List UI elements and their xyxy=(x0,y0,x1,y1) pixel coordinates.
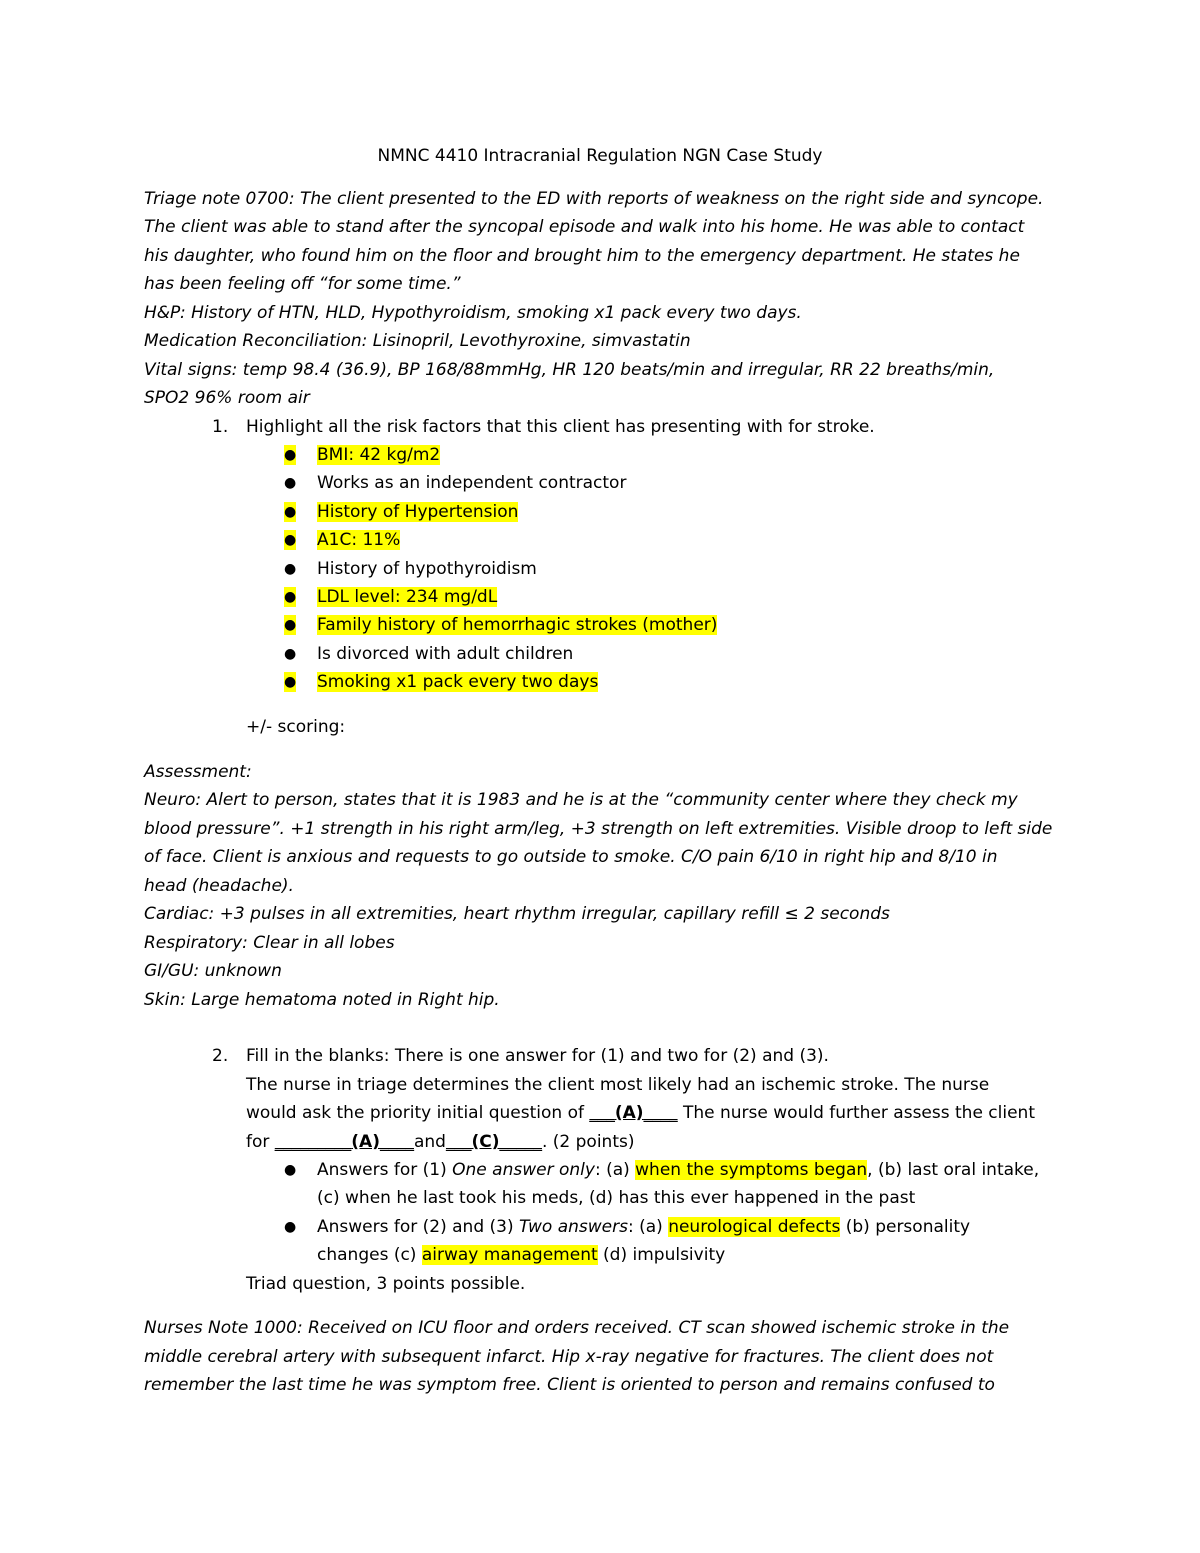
bullet-icon: ● xyxy=(284,447,297,463)
triage-line: has been feeling off “for some time.” xyxy=(144,274,461,294)
question-text: for _________(A)____and___(C)_____. (2 points) xyxy=(246,1132,635,1152)
risk-factor-option[interactable]: Works as an independent contractor xyxy=(317,473,627,493)
assessment-line: blood pressure”. +1 strength in his right arm/leg, +3 strength on left extremities. Visible droop to left side xyxy=(144,819,1053,839)
triage-line: his daughter, who found him on the floor and brought him to the emergency department. He states he xyxy=(144,246,1020,266)
assessment-line: Respiratory: Clear in all lobes xyxy=(144,933,395,953)
answer-blank: _____ xyxy=(499,1132,542,1152)
assessment-line: Neuro: Alert to person, states that it is 1983 and he is at the “community center where they check my xyxy=(144,790,1018,810)
triage-line: The client was able to stand after the syncopal episode and walk into his home. He was able to contact xyxy=(144,217,1025,237)
question-text: Fill in the blanks: There is one answer for (1) and two for (2) and (3). xyxy=(246,1046,829,1066)
assessment-line: head (headache). xyxy=(144,876,294,896)
bullet-icon: ● xyxy=(284,674,297,690)
question-text: Highlight all the risk factors that this client has presenting with for stroke. xyxy=(246,417,875,437)
answer-fill: (A) xyxy=(351,1132,380,1152)
highlighted-answer: when the symptoms began xyxy=(635,1160,868,1180)
answer-option-line: Answers for (2) and (3) Two answers: (a) neurological defects (b) personality xyxy=(317,1217,971,1237)
risk-factor-option[interactable]: Smoking x1 pack every two days xyxy=(317,672,599,692)
bullet-icon: ● xyxy=(284,617,297,633)
answer-option-line: (c) when he last took his meds, (d) has this ever happened in the past xyxy=(317,1188,916,1208)
bullet-icon: ● xyxy=(284,646,297,662)
assessment-line: Cardiac: +3 pulses in all extremities, heart rhythm irregular, capillary refill ≤ 2 seconds xyxy=(144,904,890,924)
answer-fill: (C) xyxy=(471,1132,500,1152)
nurses-note-line: middle cerebral artery with subsequent infarct. Hip x-ray negative for fractures. The client does not xyxy=(144,1347,994,1367)
nurses-note-line: Nurses Note 1000: Received on ICU floor and orders received. CT scan showed ischemic stroke in the xyxy=(144,1318,1010,1338)
triad-note: Triad question, 3 points possible. xyxy=(246,1274,526,1294)
bullet-icon: ● xyxy=(284,1162,297,1178)
assessment-line: Skin: Large hematoma noted in Right hip. xyxy=(144,990,500,1010)
page-title: NMNC 4410 Intracranial Regulation NGN Case Study xyxy=(377,146,823,166)
assessment-heading: Assessment: xyxy=(144,762,252,782)
answer-blank: _________ xyxy=(274,1132,352,1152)
vitals-line: Vital signs: temp 98.4 (36.9), BP 168/88mmHg, HR 120 beats/min and irregular, RR 22 breaths/min, xyxy=(144,360,995,380)
risk-factor-option[interactable]: BMI: 42 kg/m2 xyxy=(317,445,441,465)
answer-blank: ___ xyxy=(589,1103,615,1123)
question-number: 2. xyxy=(212,1046,229,1066)
bullet-icon: ● xyxy=(284,561,297,577)
question-text: would ask the priority initial question of ___(A)____ The nurse would further assess the client xyxy=(246,1103,1036,1123)
triage-line: Triage note 0700: The client presented to the ED with reports of weakness on the right side and syncope. xyxy=(144,189,1044,209)
risk-factor-option[interactable]: History of Hypertension xyxy=(317,502,519,522)
risk-factor-option[interactable]: A1C: 11% xyxy=(317,530,401,550)
assessment-line: GI/GU: unknown xyxy=(144,961,282,981)
scoring-label: +/- scoring: xyxy=(246,717,346,737)
question-number: 1. xyxy=(212,417,229,437)
answer-blank: ___ xyxy=(445,1132,472,1152)
vitals-line: SPO2 96% room air xyxy=(144,388,310,408)
answer-blank: ____ xyxy=(643,1103,678,1123)
highlighted-answer: airway management xyxy=(421,1245,598,1265)
question-text: The nurse in triage determines the client most likely had an ischemic stroke. The nurse xyxy=(246,1075,990,1095)
bullet-icon: ● xyxy=(284,1219,297,1235)
nurses-note-line: remember the last time he was symptom free. Client is oriented to person and remains confused to xyxy=(144,1375,995,1395)
highlighted-answer: neurological defects xyxy=(668,1217,841,1237)
medication-line: Medication Reconciliation: Lisinopril, Levothyroxine, simvastatin xyxy=(144,331,691,351)
bullet-icon: ● xyxy=(284,475,297,491)
risk-factor-option[interactable]: Family history of hemorrhagic strokes (mother) xyxy=(317,615,718,635)
answer-fill: (A) xyxy=(614,1103,644,1123)
bullet-icon: ● xyxy=(284,504,297,520)
bullet-icon: ● xyxy=(284,589,297,605)
bullet-icon: ● xyxy=(284,532,297,548)
risk-factor-option[interactable]: LDL level: 234 mg/dL xyxy=(317,587,498,607)
answer-blank: ____ xyxy=(379,1132,414,1152)
hp-line: H&P: History of HTN, HLD, Hypothyroidism, smoking x1 pack every two days. xyxy=(144,303,802,323)
answer-option-line: Answers for (1) One answer only: (a) when the symptoms began, (b) last oral intake, xyxy=(317,1160,1040,1180)
risk-factor-option[interactable]: Is divorced with adult children xyxy=(317,644,574,664)
risk-factor-option[interactable]: History of hypothyroidism xyxy=(317,559,537,579)
answer-option-line: changes (c) airway management (d) impulsivity xyxy=(317,1245,726,1265)
assessment-line: of face. Client is anxious and requests to go outside to smoke. C/O pain 6/10 in right hip and 8/10 in xyxy=(144,847,998,867)
